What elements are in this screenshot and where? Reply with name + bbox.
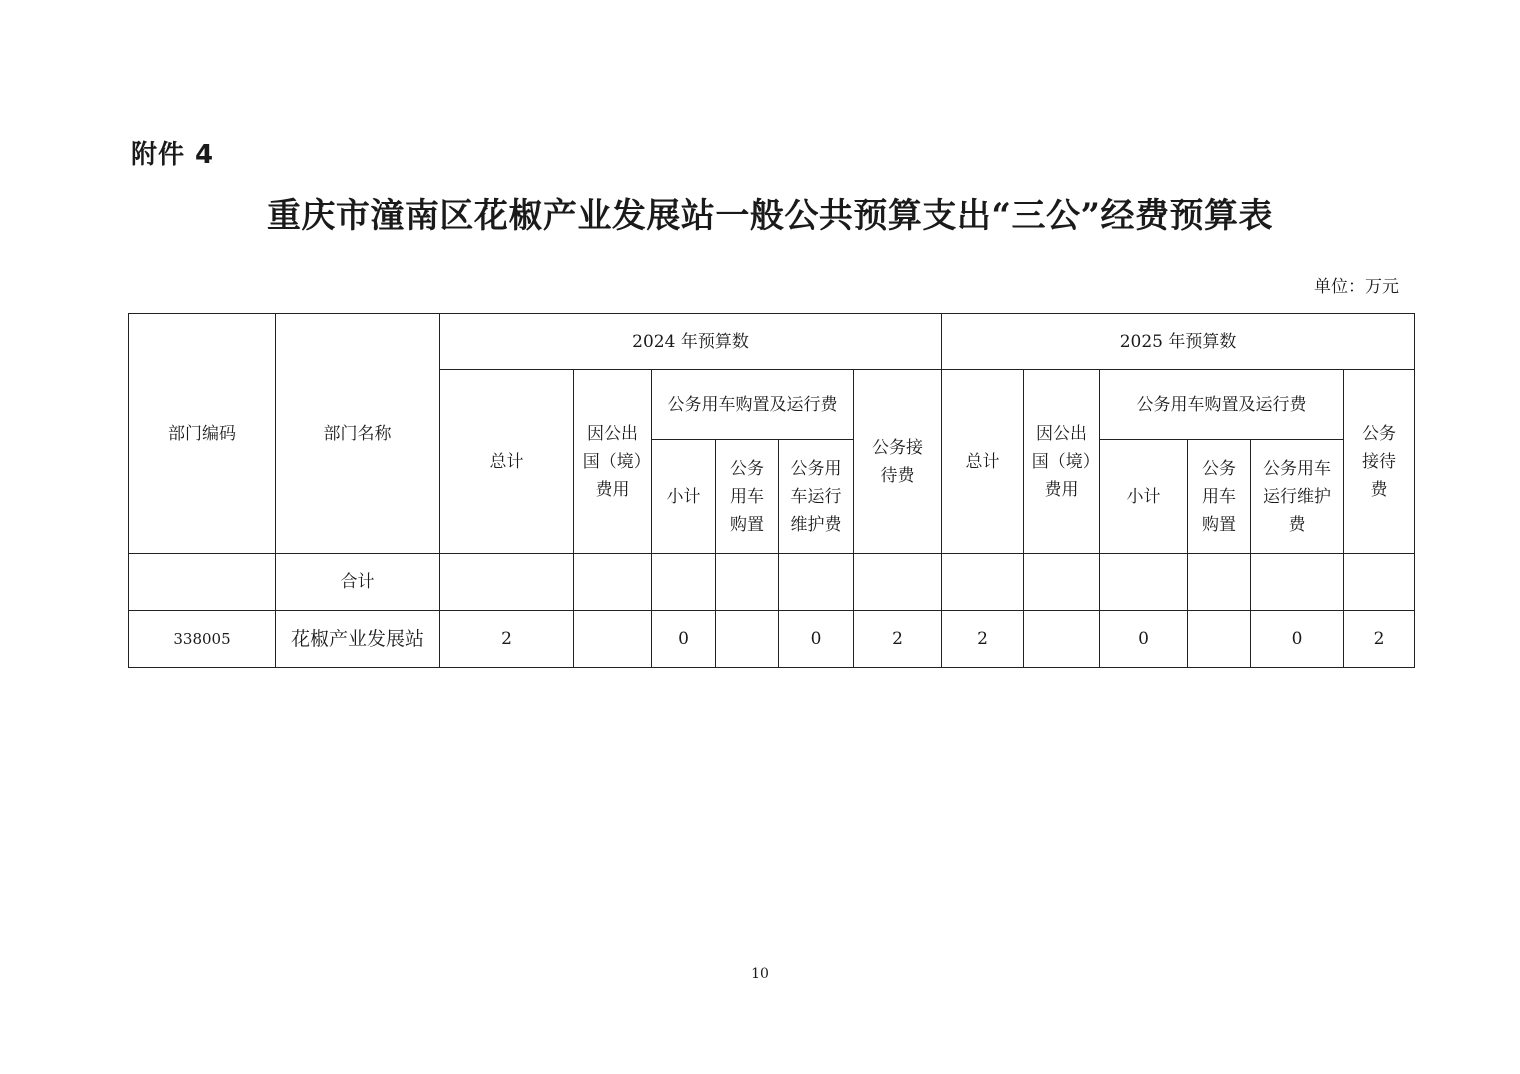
header-subtotal-2025: 小计 <box>1100 440 1188 554</box>
cell-2025-subtotal: 0 <box>1100 611 1188 668</box>
cell-2025-operation: 0 <box>1251 611 1344 668</box>
header-dept-code: 部门编码 <box>129 314 276 554</box>
table-row-total <box>129 554 1415 611</box>
header-vehicle-group-2025: 公务用车购置及运行费 <box>1100 370 1344 440</box>
header-year-2025: 2025 年预算数 <box>942 314 1415 370</box>
cell-2024-total: 2 <box>440 611 574 668</box>
header-reception-2025: 公务接待费 <box>1344 370 1415 554</box>
cell-2025-total: 2 <box>942 611 1024 668</box>
header-vehicle-operation-2025: 公务用车运行维护费 <box>1251 440 1344 554</box>
header-subtotal-2024: 小计 <box>652 440 716 554</box>
header-vehicle-purchase-2025: 公务用车购置 <box>1188 440 1251 554</box>
header-vehicle-purchase-2024: 公务用车购置 <box>716 440 779 554</box>
cell-2024-reception: 2 <box>854 611 942 668</box>
total-code <box>129 554 276 611</box>
cell-2024-operation: 0 <box>779 611 854 668</box>
cell-2025-purchase <box>1188 611 1251 668</box>
total-label: 合计 <box>276 554 440 611</box>
unit-label: 单位：万元 <box>1314 277 1399 297</box>
page-number: 10 <box>751 966 769 982</box>
header-vehicle-group-2024: 公务用车购置及运行费 <box>652 370 854 440</box>
header-year-2024: 2024 年预算数 <box>440 314 942 370</box>
header-total-2024: 总计 <box>440 370 574 554</box>
cell-2024-purchase <box>716 611 779 668</box>
header-abroad-2024: 因公出国（境）费用 <box>574 370 652 554</box>
cell-dept-name: 花椒产业发展站 <box>276 611 440 668</box>
table-row <box>129 611 1415 668</box>
budget-table <box>128 313 1415 668</box>
page-title: 重庆市潼南区花椒产业发展站一般公共预算支出“三公”经费预算表 <box>266 196 1274 236</box>
header-dept-name: 部门名称 <box>276 314 440 554</box>
cell-2025-reception: 2 <box>1344 611 1415 668</box>
header-vehicle-operation-2024: 公务用车运行维护费 <box>779 440 854 554</box>
header-total-2025: 总计 <box>942 370 1024 554</box>
attachment-label: 附件 4 <box>131 140 215 170</box>
cell-dept-code: 338005 <box>129 611 276 668</box>
header-abroad-2025: 因公出国（境）费用 <box>1024 370 1100 554</box>
cell-2024-subtotal: 0 <box>652 611 716 668</box>
cell-2024-abroad <box>574 611 652 668</box>
cell-2025-abroad <box>1024 611 1100 668</box>
header-reception-2024: 公务接待费 <box>854 370 942 554</box>
